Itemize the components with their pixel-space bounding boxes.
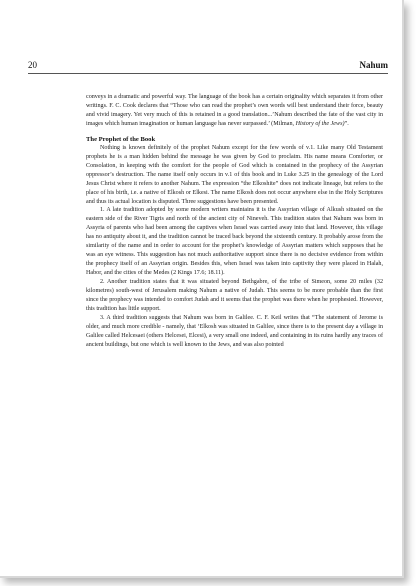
tradition-one-paragraph: 1. A late tradition adopted by some modern writers maintains it is the Assyrian village of Alkush situated on the eastern side of the River Tigris and north of the ancient city of Nineveh. This tradition states that Nahum was born in Assyria of parents who had been among the captives when Israel was carried away into that land. However, this village has no antiquity about it, and the tradition cannot be traced back beyond the sixteenth century. It probably arose from the similarity of the name and in order to account for the prophet’s knowledge of Assyrian matters which supposes that he was an eye witness. This suggestion has not much authoritative support since there is no decisive evidence from within the prophecy itself of an Assyrian origin. Besides this, when Israel was taken into captivity they were placed in Halah, Habor, and the cities of the Medes (2 Kings 17.6; 18.11). [86,207,383,277]
section-paragraph: Nothing is known definitely of the prophet Nahum except for the few words of v.1. Like many Old Testament prophets he is a man hidden behind the message he was given by God to proclaim. His name means Comforter, or Consolation, in keeping with the comfort for the people of God which is contained in the prophecy of the Assyrian oppressor’s destruction. The name itself only occurs in v.1 of this book and in Luke 3.25 in the genealogy of the Lord Jesus Christ where it refers to another Nahum. The expression “the Elkoshite” does not indicate lineage, but refers to the place of his birth, i.e. a native of Elkosh or Elkesi. The name Elkosh does not occur anywhere else in the Holy Scriptures and thus its actual location is disputed. Three suggestions have been presented. [86,144,383,205]
page-body [86,93,383,350]
intro-end: ”. [344,120,349,127]
intro-paragraph [86,93,383,129]
running-title: Nahum [359,60,388,70]
intro-text: conveys in a dramatic and powerful way. The language of the book has a certain originality which separates it from other writings. F. C. Cook declares that “Those who can read the prophet’s own words will best understand their force, beauty and vivid imagery. Yet very much of this is retained in a good translation...’Nahum described the fate of the vast city in images which human imagination or human language has never surpassed.’ (Milman, [86,94,383,127]
tradition-three-paragraph: 3. A third tradition suggests that Nahum was born in Galilee. C. F. Keil writes that “The statement of Jerome is older, and much more credible - namely, that ‘Elkosh was situated in Galilee, since there is to the present day a village in Galilee called Helcesaei (others Helcesei, Elcesi), a very small one indeed, and containing in its ruins hardly any traces of ancient buildings, but one which is well known to the Jews, and was also pointed [86,314,383,348]
running-header [28,59,388,74]
page-number: 20 [28,60,37,70]
tradition-two-paragraph: 2. Another tradition states that it was situated beyond Bethgabre, of the tribe of Simeon, some 20 miles (32 kilometres) south-west of Jerusalem making Nahum a native of Judah. This seems to be more probable than the first since the prophecy was intended to comfort Judah and it seems that the prophet was there when he prophesied. However, this tradition has little support. [86,279,383,312]
intro-citation: History of the Jews) [295,120,345,127]
section-heading: The Prophet of the Book [86,135,156,143]
